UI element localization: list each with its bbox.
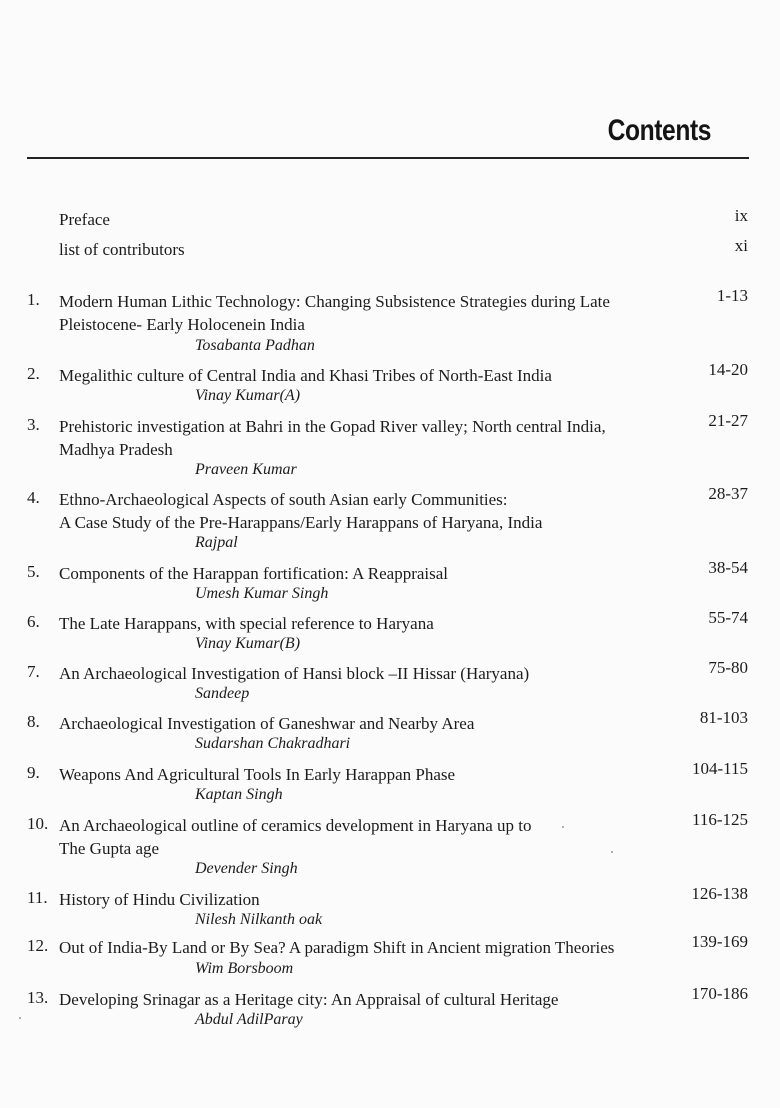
toc-entry-title: An Archaeological outline of ceramics development in Haryana up to The Gupta age bbox=[59, 816, 532, 858]
toc-entry-title: The Late Harappans, with special reference to Haryana bbox=[59, 614, 434, 633]
toc-entry-title: Developing Srinagar as a Heritage city: An Appraisal of cultural Heritage bbox=[59, 990, 559, 1009]
front-matter-page: ix bbox=[734, 206, 748, 225]
toc-entry-author: Umesh Kumar Singh bbox=[195, 585, 329, 602]
toc-entry-author: Sandeep bbox=[195, 685, 250, 702]
title-rule bbox=[27, 157, 749, 159]
toc-entry-number: 3. bbox=[27, 415, 40, 434]
toc-entry-author: Kaptan Singh bbox=[195, 786, 283, 803]
toc-entry-number: 12. bbox=[27, 936, 49, 955]
toc-entry-author: Devender Singh bbox=[195, 860, 298, 877]
toc-entry-pages: 75-80 bbox=[708, 658, 748, 677]
toc-entry-title: Prehistoric investigation at Bahri in the Gopad River valley; North central India, Madhya Pradesh bbox=[59, 417, 606, 459]
toc-entry-pages: 81-103 bbox=[699, 708, 748, 727]
toc-entry-number: 2. bbox=[27, 364, 40, 383]
toc-entry-pages: 21-27 bbox=[708, 411, 748, 430]
toc-entry-title: Weapons And Agricultural Tools In Early Harappan Phase bbox=[59, 765, 456, 784]
toc-entry-author: Nilesh Nilkanth oak bbox=[195, 911, 323, 928]
toc-entry-author: Rajpal bbox=[195, 534, 238, 551]
toc-entry-pages: 38-54 bbox=[708, 558, 748, 577]
toc-entry-author: Praveen Kumar bbox=[195, 461, 297, 478]
toc-entry-number: 4. bbox=[27, 488, 40, 507]
toc-entry-author: Wim Borsboom bbox=[195, 960, 294, 977]
toc-entry-pages: 126-138 bbox=[691, 884, 748, 903]
toc-entry-pages: 14-20 bbox=[708, 360, 748, 379]
toc-entry-title: History of Hindu Civilization bbox=[59, 890, 260, 909]
toc-entry-pages: 116-125 bbox=[691, 810, 748, 829]
toc-entry-author: Sudarshan Chakradhari bbox=[195, 735, 351, 752]
front-matter-label: Preface bbox=[59, 210, 110, 229]
toc-entry-pages: 139-169 bbox=[691, 932, 748, 951]
toc-entry-number: 5. bbox=[27, 562, 40, 581]
scan-speck bbox=[611, 851, 613, 853]
toc-entry-pages: 1-13 bbox=[716, 286, 748, 305]
toc-entry-pages: 104-115 bbox=[691, 759, 748, 778]
toc-entry-title: An Archaeological Investigation of Hansi block –II Hissar (Haryana) bbox=[59, 664, 530, 683]
toc-entry-number: 11. bbox=[27, 888, 48, 907]
toc-entry-number: 13. bbox=[27, 988, 49, 1007]
toc-entry-number: 6. bbox=[27, 612, 40, 631]
toc-entry-pages: 28-37 bbox=[708, 484, 748, 503]
page-title: Contents bbox=[607, 114, 711, 147]
toc-entry-title: Archaeological Investigation of Ganeshwar and Nearby Area bbox=[59, 714, 475, 733]
toc-entry-title: Out of India-By Land or By Sea? A paradigm Shift in Ancient migration Theories bbox=[59, 938, 615, 957]
toc-entry-title: Modern Human Lithic Technology: Changing Subsistence Strategies during Late Pleistocene- Early Holocenein India bbox=[59, 292, 610, 334]
toc-entry-title: Megalithic culture of Central India and Khasi Tribes of North-East India bbox=[59, 366, 552, 385]
scan-speck bbox=[19, 1017, 21, 1019]
toc-entry-number: 7. bbox=[27, 662, 40, 681]
toc-entry-author: Abdul AdilParay bbox=[195, 1011, 303, 1028]
toc-entry-author: Vinay Kumar(A) bbox=[195, 387, 301, 404]
toc-entry-number: 9. bbox=[27, 763, 40, 782]
front-matter-page: xi bbox=[734, 236, 748, 255]
scan-speck bbox=[562, 826, 564, 828]
toc-entry-title: Components of the Harappan fortification: A Reappraisal bbox=[59, 564, 449, 583]
toc-entry-title: Ethno-Archaeological Aspects of south Asian early Communities: A Case Study of the Pre-Harappans/Early Harappans of Haryana, India bbox=[59, 490, 543, 532]
front-matter-label: list of contributors bbox=[59, 240, 185, 259]
toc-entry-pages: 55-74 bbox=[708, 608, 748, 627]
toc-entry-number: 10. bbox=[27, 814, 49, 833]
toc-entry-author: Tosabanta Padhan bbox=[195, 337, 315, 354]
toc-entry-author: Vinay Kumar(B) bbox=[195, 635, 301, 652]
toc-entry-number: 1. bbox=[27, 290, 40, 309]
toc-entry-pages: 170-186 bbox=[691, 984, 748, 1003]
toc-entry-number: 8. bbox=[27, 712, 40, 731]
